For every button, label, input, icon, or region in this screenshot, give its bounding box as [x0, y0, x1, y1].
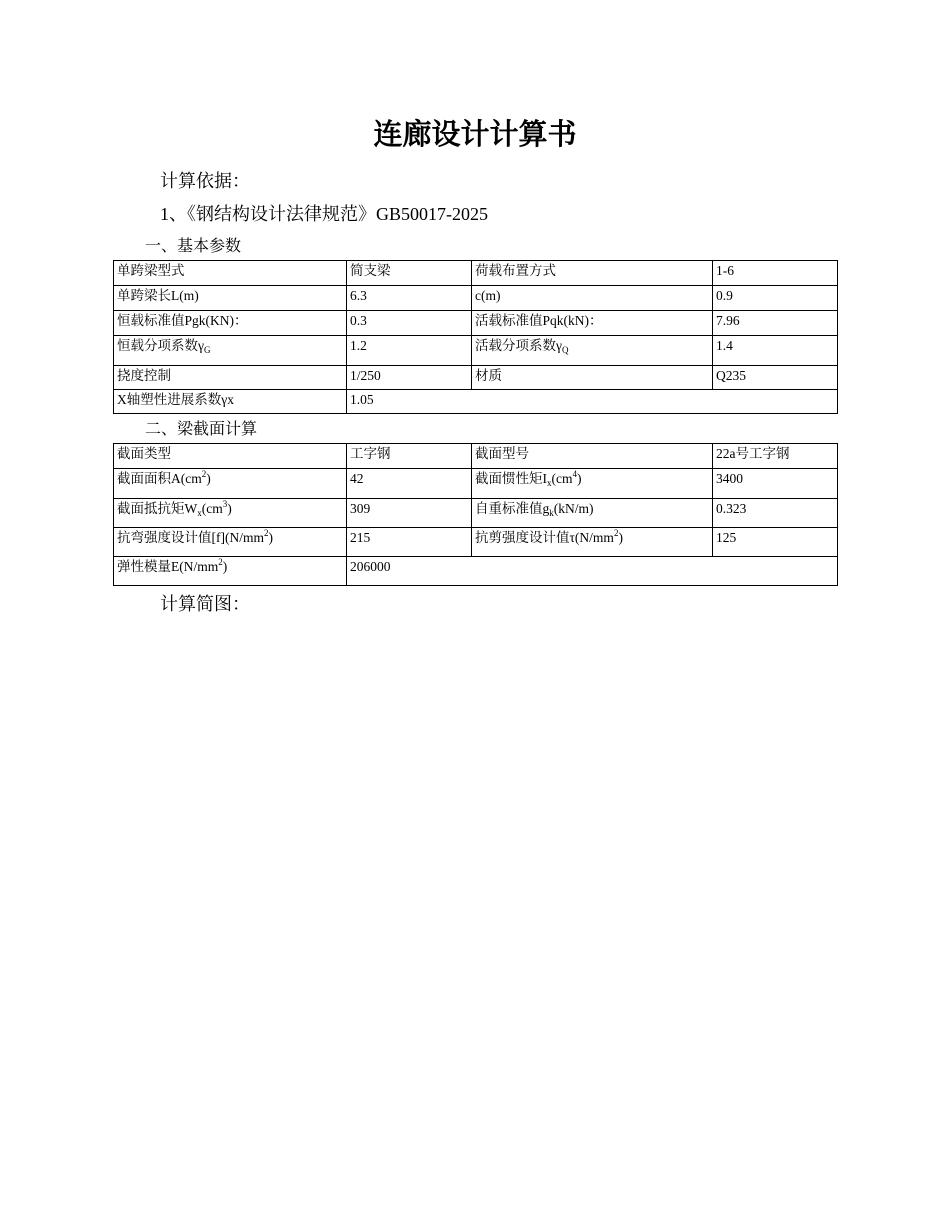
section-model-value: 22a号工字钢: [713, 444, 838, 469]
table-row: [114, 311, 838, 336]
dead-load-value: 0.3: [347, 311, 472, 336]
gamma-x-value: 1.05: [347, 390, 838, 414]
table-row: [114, 469, 838, 499]
section-type-value: 工字钢: [347, 444, 472, 469]
gamma-x-label: X轴塑性进展系数γx: [114, 390, 347, 414]
tau-value: 125: [713, 528, 838, 557]
c-value: 0.9: [713, 286, 838, 311]
beam-form-value: 简支梁: [347, 261, 472, 286]
beam-form-label: 单跨梁型式: [114, 261, 347, 286]
table-row: [114, 499, 838, 528]
live-load-value: 7.96: [713, 311, 838, 336]
e-value: 206000: [347, 557, 838, 586]
c-label: c(m): [472, 286, 713, 311]
params-table: [113, 260, 838, 414]
gk-label: 自重标准值$g_k(kN/m)$: [472, 499, 713, 528]
gamma-g-value: 1.2: [347, 336, 472, 366]
gamma-g-label: 恒载分项系数$\gamma_G$: [114, 336, 347, 366]
area-label: 截面面积$A(cm^2)$: [114, 469, 347, 499]
basis-item: 1、《钢结构设计法律规范》GB50017-2025: [160, 204, 488, 224]
ix-value: 3400: [713, 469, 838, 499]
table-row: [114, 557, 838, 586]
diagram-label: 计算简图：: [160, 594, 250, 614]
table-row: [114, 528, 838, 557]
span-value: 6.3: [347, 286, 472, 311]
area-value: 42: [347, 469, 472, 499]
table-row: [114, 286, 838, 311]
section-type-label: 截面类型: [114, 444, 347, 469]
live-load-label: 活载标准值Pqk(kN)：: [472, 311, 713, 336]
load-layout-label: 荷载布置方式: [472, 261, 713, 286]
gamma-q-label: 活载分项系数$\gamma_Q$: [472, 336, 713, 366]
gamma-q-value: 1.4: [713, 336, 838, 366]
section-model-label: 截面型号: [472, 444, 713, 469]
table-row: [114, 390, 838, 414]
dead-load-label: 恒载标准值Pgk(KN)：: [114, 311, 347, 336]
deflection-value: 1/250: [347, 366, 472, 390]
section-heading-beam: 二、梁截面计算: [145, 421, 258, 438]
table-row: [114, 261, 838, 286]
material-value: Q235: [713, 366, 838, 390]
gk-value: 0.323: [713, 499, 838, 528]
basis-label: 计算依据：: [160, 171, 250, 191]
f-label: 抗弯强度设计值$[f](N/mm^2)$: [114, 528, 347, 557]
wx-value: 309: [347, 499, 472, 528]
section-table: [113, 443, 838, 586]
table-row: [114, 444, 838, 469]
table-row: [114, 336, 838, 366]
material-label: 材质: [472, 366, 713, 390]
e-label: 弹性模量$E(N/mm^2)$: [114, 557, 347, 586]
deflection-label: 挠度控制: [114, 366, 347, 390]
load-layout-value: 1-6: [713, 261, 838, 286]
ix-label: 截面惯性矩$I_x(cm^4)$: [472, 469, 713, 499]
f-value: 215: [347, 528, 472, 557]
section-heading-params: 一、基本参数: [145, 238, 242, 255]
wx-label: 截面抵抗矩$W_x(cm^3)$: [114, 499, 347, 528]
span-label: 单跨梁长L(m): [114, 286, 347, 311]
table-row: [114, 366, 838, 390]
tau-label: 抗剪强度设计值$\tau(N/mm^2)$: [472, 528, 713, 557]
page-title: 连廊设计计算书: [373, 117, 577, 151]
